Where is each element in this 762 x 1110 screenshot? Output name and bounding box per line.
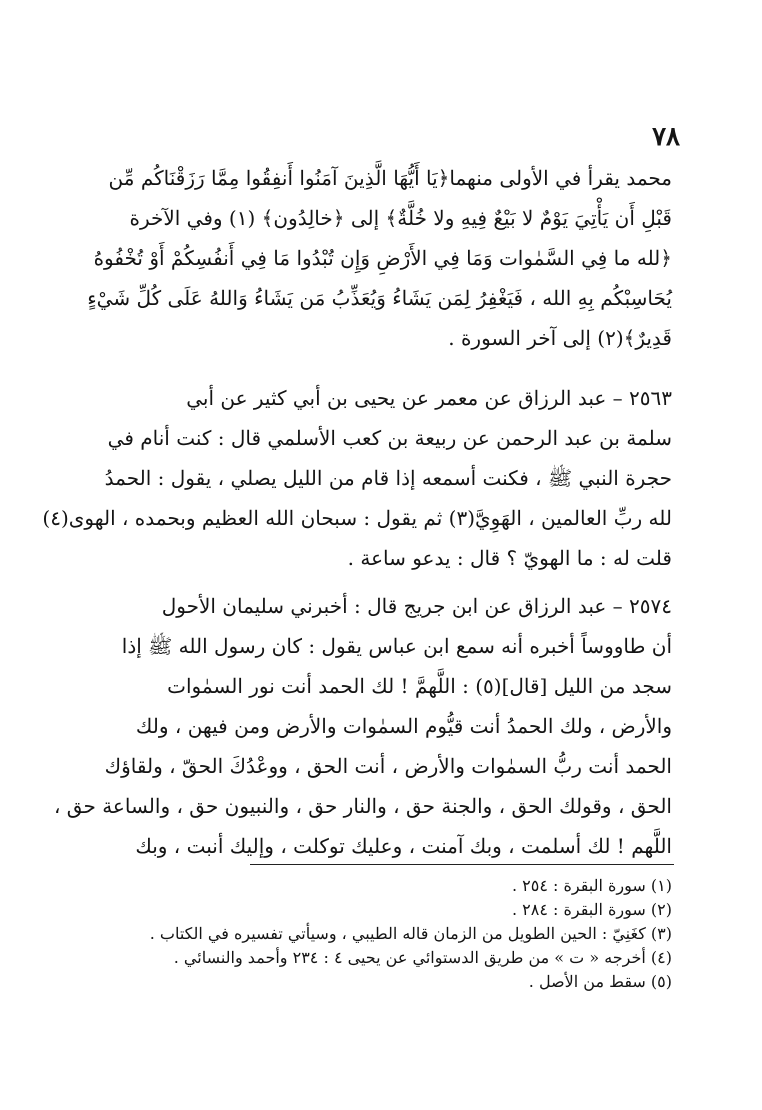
footnote-item: (٣) كغَنِيّ : الحين الطويل من الزمان قاله الطيبي ، وسيأتي تفسيره في الكتاب .	[149, 924, 672, 943]
text-line: الحمد أنت ربُّ السمٰوات والأرض ، أنت الحق ، ووعْدُكَ الحقّ ، ولقاؤك	[104, 754, 672, 778]
text-line: حجرة النبي ﷺ ، فكنت أسمعه إذا قام من الليل يصلي ، يقول : الحمدُ	[104, 466, 672, 490]
text-line: يُحَاسِبْكُم بِهِ الله ، فَيَغْفِرُ لِمَن يَشَاءُ وَيُعَذِّبُ مَن يَشَاءُ وَاللهُ عَلَى كُلِّ شَيْءٍ	[87, 286, 672, 310]
footnote-divider	[250, 864, 674, 865]
paragraph-quran-verses	[87, 158, 672, 358]
paragraph-hadith-2574	[53, 586, 672, 866]
page-number: ٧٨	[652, 122, 680, 152]
paragraph-hadith-2563	[42, 378, 672, 578]
text-line: قَبْلِ أَن يَأْتِيَ يَوْمٌ لا بَيْعٌ فِيهِ ولا خُلَّةٌ﴾ إلى ﴿خالِدُون﴾ (١) وفي الآخرة	[129, 206, 672, 230]
text-line: والأرض ، ولك الحمدُ أنت قيُّوم السمٰوات والأرض ومن فيهن ، ولك	[135, 714, 672, 738]
footnotes	[120, 874, 672, 994]
text-line: محمد يقرأ في الأولى منهما﴿يَا أَيُّهَا الَّذِينَ آمَنُوا أَنفِقُوا مِمَّا رَزَقْنَاكُم مِّن	[108, 166, 672, 190]
text-line: لله ربِّ العالمين ، الهَوِيَّ(٣) ثم يقول : سبحان الله العظيم وبحمده ، الهوى(٤)	[42, 506, 672, 530]
text-line: أن طاووساً أخبره أنه سمع ابن عباس يقول : كان رسول الله ﷺ إذا	[121, 634, 672, 658]
text-line: سجد من الليل [قال](٥) : اللَّهمَّ ! لك الحمد أنت نور السمٰوات	[167, 674, 672, 698]
footnote-item: (٤) أخرجه « ت » من طريق الدستوائي عن يحيى ٤ : ٢٣٤ وأحمد والنسائي .	[173, 948, 672, 967]
text-line: قلت له : ما الهويّ ؟ قال : يدعو ساعة .	[347, 546, 672, 570]
text-line: سلمة بن عبد الرحمن عن ربيعة بن كعب الأسلمي قال : كنت أنام في	[107, 426, 672, 450]
text-line: اللَّهم ! لك أسلمت ، وبك آمنت ، وعليك توكلت ، وإليك أنبت ، وبك	[135, 834, 672, 858]
text-line: قَدِيرٌ﴾(٢) إلى آخر السورة .	[448, 326, 672, 350]
footnote-item: (٥) سقط من الأصل .	[528, 972, 672, 991]
footnote-item: (٢) سورة البقرة : ٢٨٤ .	[511, 900, 672, 919]
footnote-item: (١) سورة البقرة : ٢٥٤ .	[511, 876, 672, 895]
text-line: الحق ، وقولك الحق ، والجنة حق ، والنار حق ، والنبيون حق ، والساعة حق ،	[53, 794, 672, 818]
text-line: ٢٥٧٤ – عبد الرزاق عن ابن جريج قال : أخبرني سليمان الأحول	[161, 594, 672, 618]
text-line: ﴿لله ما فِي السَّمٰوات وَمَا فِي الأَرْضِ وَإِن تُبْدُوا مَا فِي أَنفُسِكُمْ أَوْ تُخْفُوهُ	[93, 246, 672, 270]
text-line: ٢٥٦٣ – عبد الرزاق عن معمر عن يحيى بن أبي كثير عن أبي	[186, 386, 672, 410]
